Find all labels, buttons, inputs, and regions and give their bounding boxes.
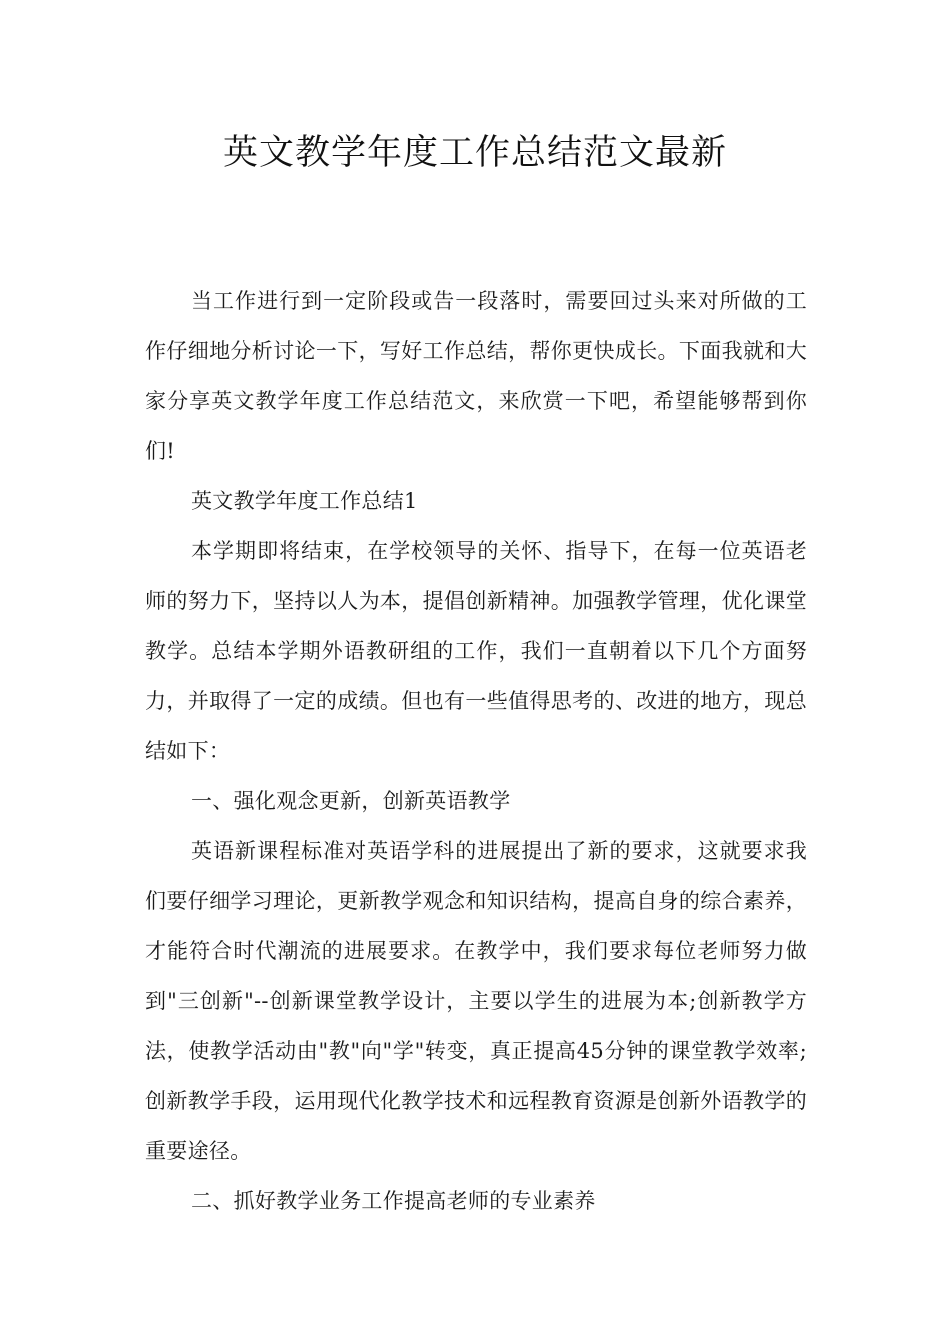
intro-paragraph: 当工作进行到一定阶段或告一段落时，需要回过头来对所做的工作仔细地分析讨论一下，写好工作总结，帮你更快成长。下面我就和大家分享英文教学年度工作总结范文，来欣赏一下吧，希望能够帮到你们! (145, 289, 807, 463)
document-title: 英文教学年度工作总结范文最新 (222, 133, 727, 173)
section-heading-summary-1: 英文教学年度工作总结1 (191, 489, 418, 513)
section-heading-2: 二、抓好教学业务工作提高老师的专业素养 (191, 1189, 596, 1213)
summary-paragraph: 本学期即将结束，在学校领导的关怀、指导下，在每一位英语老师的努力下，坚持以人为本，提倡创新精神。加强教学管理，优化课堂教学。总结本学期外语教研组的工作，我们一直朝着以下几个方面努力，并取得了一定的成绩。但也有一些值得思考的、改进的地方，现总结如下： (145, 539, 807, 763)
section-heading-1: 一、强化观念更新，创新英语教学 (191, 789, 511, 813)
document-body (145, 276, 807, 1226)
section-1-paragraph: 英语新课程标准对英语学科的进展提出了新的要求，这就要求我们要仔细学习理论，更新教学观念和知识结构，提高自身的综合素养，才能符合时代潮流的进展要求。在教学中，我们要求每位老师努力做到"三创新"--创新课堂教学设计，主要以学生的进展为本;创新教学方法，使教学活动由"教"向"学"转变，真正提高45分钟的课堂教学效率;创新教学手段，运用现代化教学技术和远程教育资源是创新外语教学的重要途径。 (145, 839, 807, 1163)
